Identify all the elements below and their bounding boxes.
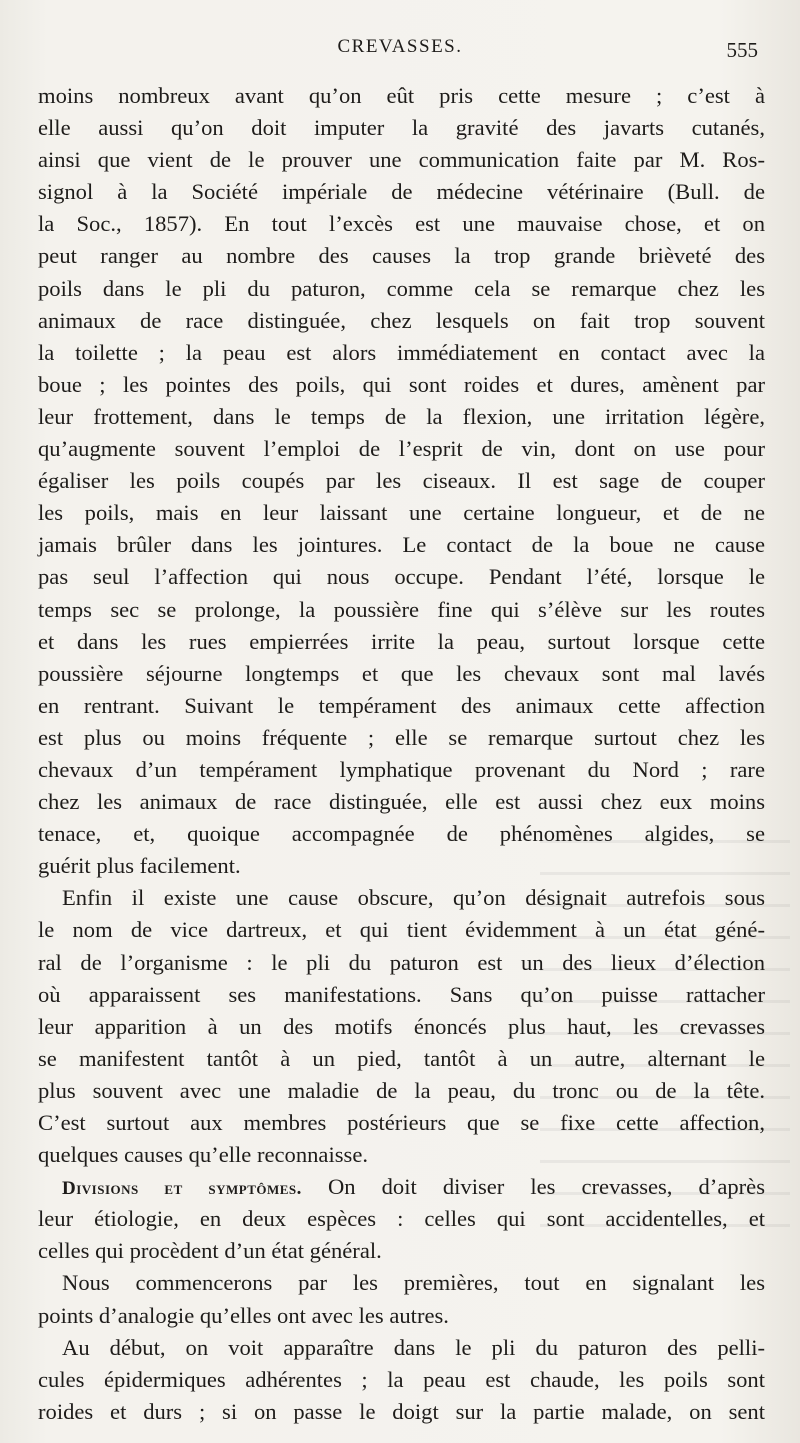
text-line: la Soc., 1857). En tout l’excès est une mauvaise chose, et on bbox=[38, 211, 765, 237]
text-line: pas seul l’affection qui nous occupe. Pendant l’été, lorsque le bbox=[38, 564, 765, 590]
running-title: CREVASSES. bbox=[337, 36, 463, 57]
text-line: ainsi que vient de le prouver une communication faite par M. Ros- bbox=[38, 147, 765, 173]
text-line: égaliser les poils coupés par les ciseaux. Il est sage de couper bbox=[38, 468, 765, 494]
text-line: plus souvent avec une maladie de la peau, du tronc ou de la tête. bbox=[38, 1077, 765, 1103]
text-line: poussière séjourne longtemps et que les chevaux sont mal lavés bbox=[38, 660, 765, 686]
paragraph-vice-dartreux bbox=[38, 882, 765, 1171]
paragraph-causes bbox=[38, 80, 765, 882]
text-line: se manifestent tantôt à un pied, tantôt à un autre, alternant le bbox=[38, 1045, 765, 1071]
paragraph-premieres bbox=[38, 1267, 765, 1331]
text-line: en rentrant. Suivant le tempérament des animaux cette affection bbox=[38, 692, 765, 718]
text-line: elle aussi qu’on doit imputer la gravité des javarts cutanés, bbox=[38, 115, 765, 141]
text-line: quelques causes qu’elle reconnaisse. bbox=[38, 1142, 368, 1168]
text-line: guérit plus facilement. bbox=[38, 853, 241, 879]
body-text bbox=[38, 80, 765, 1428]
paragraph-debut bbox=[38, 1332, 765, 1428]
text-line: Enfin il existe une cause obscure, qu’on désignait autrefois sous bbox=[62, 885, 765, 911]
text-line: points d’analogie qu’elles ont avec les autres. bbox=[38, 1302, 449, 1328]
text-line: chez les animaux de race distinguée, elle est aussi chez eux moins bbox=[38, 789, 765, 815]
text-line: où apparaissent ses manifestations. Sans qu’on puisse rattacher bbox=[38, 981, 765, 1007]
text-line: et dans les rues empierrées irrite la peau, surtout lorsque cette bbox=[38, 628, 765, 654]
text-line: animaux de race distinguée, chez lesquels on fait trop souvent bbox=[38, 307, 765, 333]
page-number: 555 bbox=[726, 38, 758, 62]
text-line: leur étiologie, en deux espèces : celles qui sont accidentelles, et bbox=[38, 1206, 765, 1232]
running-head bbox=[0, 28, 800, 68]
paragraph-divisions bbox=[38, 1171, 765, 1267]
text-line: boue ; les pointes des poils, qui sont roides et dures, amènent par bbox=[38, 371, 765, 397]
text-line: le nom de vice dartreux, et qui tient évidemment à un état géné- bbox=[38, 917, 765, 943]
text-line: poils dans le pli du paturon, comme cela se remarque chez les bbox=[38, 275, 765, 301]
text-line: jamais brûler dans les jointures. Le contact de la boue ne cause bbox=[38, 532, 765, 558]
text-line: Nous commencerons par les premières, tout en signalant les bbox=[62, 1270, 765, 1296]
text-line: cules épidermiques adhérentes ; la peau est chaude, les poils sont bbox=[38, 1366, 765, 1392]
text-line: la toilette ; la peau est alors immédiatement en contact avec la bbox=[38, 339, 765, 365]
text-line: roides et durs ; si on passe le doigt sur la partie malade, on sent bbox=[38, 1398, 765, 1424]
text-line: temps sec se prolonge, la poussière fine qui s’élève sur les routes bbox=[38, 596, 765, 622]
text-line: Au début, on voit apparaître dans le pli du paturon des pelli- bbox=[62, 1334, 765, 1360]
text-line: moins nombreux avant qu’on eût pris cette mesure ; c’est à bbox=[38, 83, 765, 108]
text-line bbox=[38, 1171, 765, 1203]
text-line: C’est surtout aux membres postérieurs que se fixe cette affection, bbox=[38, 1110, 765, 1135]
text-line: les poils, mais en leur laissant une certaine longueur, et de ne bbox=[38, 500, 765, 526]
text-line: est plus ou moins fréquente ; elle se remarque surtout chez les bbox=[38, 724, 765, 750]
text-line: leur apparition à un des motifs énoncés plus haut, les crevasses bbox=[38, 1013, 765, 1039]
section-heading: Divisions et symptômes. bbox=[62, 1178, 302, 1200]
text-line: chevaux d’un tempérament lymphatique provenant du Nord ; rare bbox=[38, 756, 765, 782]
text-line: tenace, et, quoique accompagnée de phénomènes algides, se bbox=[38, 821, 765, 847]
text-line: qu’augmente souvent l’emploi de l’esprit de vin, dont on use pour bbox=[38, 436, 765, 462]
text-line: signol à la Société impériale de médecine vétérinaire (Bull. de bbox=[38, 179, 765, 205]
text-line: peut ranger au nombre des causes la trop grande brièveté des bbox=[38, 243, 765, 269]
text-run: On doit diviser les crevasses, d’après bbox=[301, 1174, 765, 1200]
text-line: ral de l’organisme : le pli du paturon est un des lieux d’élection bbox=[38, 949, 765, 975]
text-line: celles qui procèdent d’un état général. bbox=[38, 1238, 382, 1264]
text-line: leur frottement, dans le temps de la flexion, une irritation légère, bbox=[38, 403, 765, 429]
